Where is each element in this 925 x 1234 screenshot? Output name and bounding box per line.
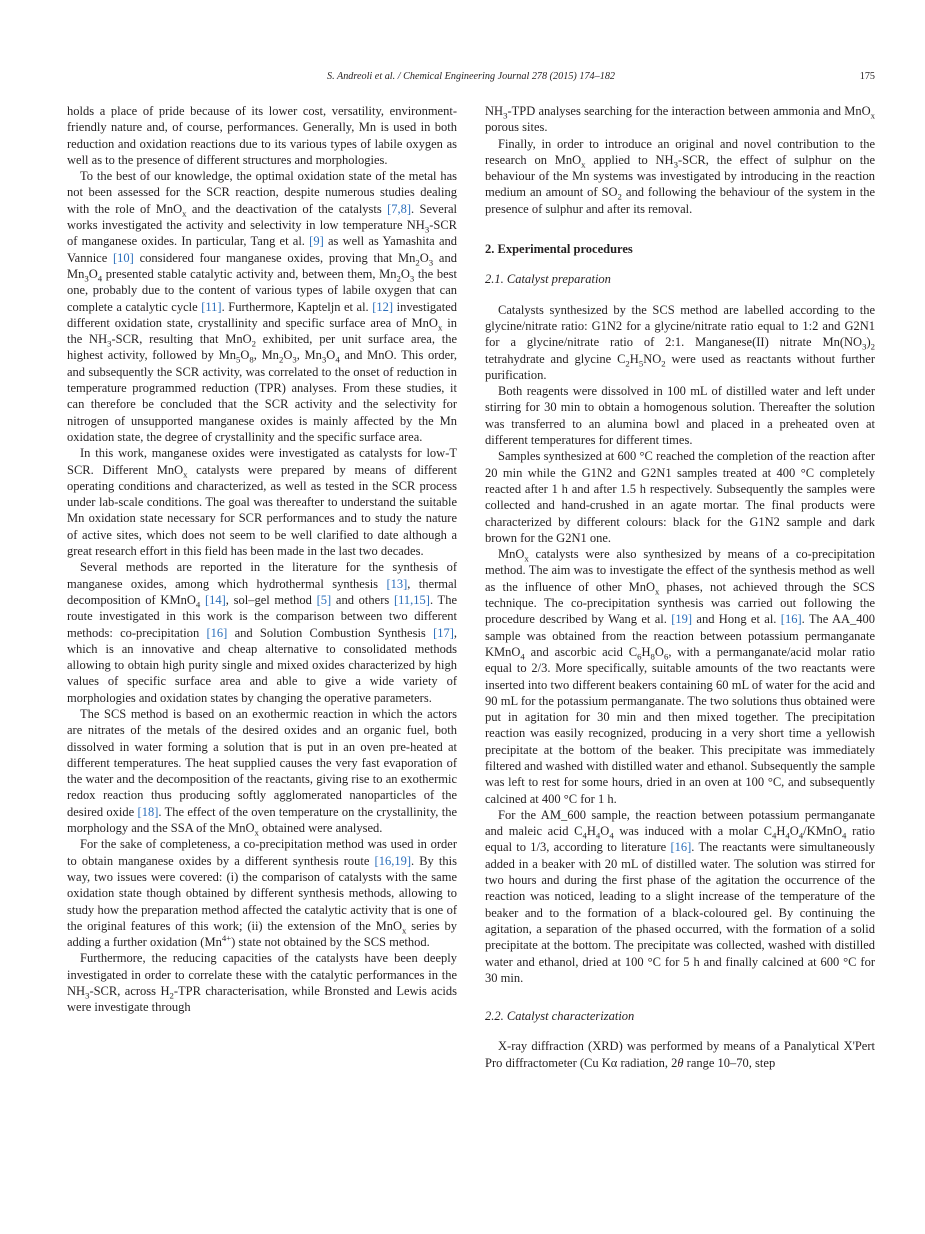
citation-link[interactable]: [16] (780, 612, 802, 627)
citation-link[interactable]: [16,19] (374, 853, 411, 868)
subsection-heading: 2.1. Catalyst preparation (485, 272, 611, 287)
paragraph: X-ray diffraction (XRD) was performed by means of a Panalytical X'Pert Pro diffractometer (Cu Kα radiation, 2θ range 10–70, step (485, 1039, 875, 1070)
citation-link[interactable]: [13] (386, 576, 408, 591)
paragraph: Several methods are reported in the literature for the synthesis of manganese oxides, among which hydrothermal synthesis [13], thermal decomposition of KMnO$_4$ [14], sol–gel method [5] and others [11,15]. The route investigated in this work is the comparison between two different methods: co-precipitation [16] and Solution Combustion Synthesis [17], which is an innovative and cheap alternative to consolidated methods allowing to obtain high purity single and mixed oxides characterized by high values of specific surface area and able to give a wide variety of morphologies and oxidation states by changing the operative parameters. (67, 560, 458, 705)
journal-citation: S. Andreoli et al. / Chemical Engineering Journal 278 (2015) 174–182 (326, 71, 616, 82)
left-column (67, 103, 457, 1016)
citation-link[interactable]: [16] (670, 840, 692, 855)
running-header (67, 71, 875, 87)
citation-link[interactable]: [14] (204, 592, 226, 607)
paragraph: Both reagents were dissolved in 100 mL of distilled water and left under stirring for 30 min to obtain a homogenous solution. Thereafter the solution was transferred to an alumina bowl and placed in a preheated oven at different temperatures for different times. (485, 384, 875, 448)
paragraph: To the best of our knowledge, the optimal oxidation state of the metal has not been assessed for the SCR reaction, despite numerous studies dealing with the role of MnO$_x$ and the deactivation of the catalysts [7,8]. Several works investigated the activity and selectivity in low temperature $NH_3$-SCR of manganese oxides. In particular, Tang et al. [9] as well as Yamashita and Vannice [10] considered four manganese oxides, proving that $Mn_2O_3$ and $Mn_3O_4$ presented stable catalytic activity and, between them, $Mn_2O_3$ the best one, probably due to the content of various types of labile oxygen that can complete a catalytic cycle [11]. Furthermore, Kapteljn et al. [12] investigated different oxidation state, crystallinity and specific surface area of MnO$_x$ in the $NH_3$-SCR, resulting that MnO$_2$ exhibited, per unit surface area, the highest activity, followed by $Mn_5O_8$, $Mn_2O_3$, $Mn_3O_4$ and MnO. This order, and subsequently the SCR activity, was correlated to the onset of reduction in temperature programmed reduction (TPR) analyses. From these studies, it can therefore be concluded that the SCR activity and the selectivity for nitrogen of unsupported manganese oxides is mainly affected by the Mn oxidation state, the degree of crystallinity and the specific surface area. (67, 169, 458, 444)
citation-link[interactable]: [9] (309, 234, 324, 249)
citation-link[interactable]: [19] (671, 612, 693, 627)
paragraph: The SCS method is based on an exothermic reaction in which the actors are nitrates of the metals of the desired oxides and an organic fuel, both dissolved in water forming a solution that is put in an oven pre-heated at different temperatures. The heat supplied causes the very fast evaporation of the water and the decomposition of the reactants, giving rise to an exothermic redox reaction thus producing softly agglomerated nanoparticles of the desired oxide [18]. The effect of the oven temperature on the crystallinity, the morphology and the SSA of the MnO$_x$ obtained were analysed. (67, 706, 457, 838)
citation-link[interactable]: [12] (372, 299, 394, 314)
section-heading: 2. Experimental procedures (485, 242, 633, 257)
right-column (485, 103, 875, 1071)
citation-link[interactable]: [17] (433, 625, 454, 640)
citation-link[interactable]: [10] (113, 250, 134, 265)
paragraph: Furthermore, the reducing capacities of the catalysts have been deeply investigated in order to correlate these with the catalytic performances in the $NH_3$-SCR, across $H_2$-TPR characterisation, while Bronsted and Lewis acids were investigate through (67, 951, 457, 1015)
paragraph: MnO$_x$ catalysts were also synthesized by means of a co-precipitation method. The aim was to investigate the effect of the synthesis method as well as the influence of other MnO$_x$ phases, not achieved through the SCS technique. The co-precipitation synthesis was carried out following the procedure described by Wang et al. [19] and Hong et al. [16]. The AA_400 sample was obtained from the reaction between potassium permanganate KMnO$_4$ and ascorbic acid $C_6H_8O_6$, with a permanganate/acid molar ratio equal to 2/3. More specifically, suitable amounts of the two reactants were inserted into two different beakers containing 60 mL of water for the acid and 90 mL for the potassium permanganate. The two solutions thus obtained were put in agitation for 30 min and then mixed together. The precipitation reaction was easily recognized, producing in a very short time a yellowish precipitate at the bottom of the beaker. This precipitate was immediately filtered and washed with distilled water and ethanol. Subsequently the sample was left to rest for some hours, dried in an oven at 100 °C, and subsequently calcined at 400 °C for 1 h. (485, 547, 875, 806)
paragraph: For the AM_600 sample, the reaction between potassium permanganate and maleic acid $C_4H_4O_4$ was induced with a molar $C_4H_4O_4/KMnO_4$ ratio equal to 1/3, according to literature [16]. The reactants were simultaneously added in a beaker with 20 mL of distilled water. The solution was stirred for two hours and during the first phase of the agitation the occurrence of the reaction was noticed, leading to a slight increase of the temperature of the beaker and to the formation of a black-coloured gel. By continuing the agitation, a separation of the phased occurred, with the formation of a solid precipitate at the bottom. The precipitate was collected, washed with distilled water and ethanol, dried at 100 °C for 5 h and finally calcined at 600 °C for 30 min. (485, 807, 875, 985)
paragraph: For the sake of completeness, a co-precipitation method was used in order to obtain manganese oxides by a different synthesis route [16,19]. By this way, two issues were covered: (i) the comparison of catalysts with the same oxidation state though obtained by different synthesis methods, allowing to study how the preparation method affected the catalytic activity that is one of the original features of this work; (ii) the extension of the MnO$_x$ series by adding a further oxidation $(Mn^{4+})$ state not obtained by the SCS method. (67, 837, 457, 950)
paragraph: In this work, manganese oxides were investigated as catalysts for low-T SCR. Different MnO$_x$ catalysts were prepared by means of different operating conditions and characterized, as well as tested in the SCR process under lab-scale conditions. The goal was thereafter to understand the suitable Mn oxidation state necessary for SCR performances and to study the nature of active sites, which does not seem to be well clarified to date although a great research effort in this field has been made in the last two decades. (67, 446, 457, 559)
citation-link[interactable]: [7,8] (387, 201, 412, 216)
paragraph: Samples synthesized at 600 °C reached the completion of the reaction after 20 min while the G1N2 and G2N1 samples treated at 400 °C completely reacted after 1 h and after 1.5 h respectively. Subsequently the samples were collected and hand-crushed in an agate mortar. The final products were characterized by different colours: black for the G1N2 sample and dark brown for the G2N1 one. (485, 449, 875, 545)
citation-link[interactable]: [16] (206, 625, 228, 640)
subsection-heading: 2.2. Catalyst characterization (485, 1009, 635, 1024)
citation-link[interactable]: [11] (201, 299, 222, 314)
paragraph: Catalysts synthesized by the SCS method are labelled according to the glycine/nitrate ratio: G1N2 for a glycine/nitrate ratio equal to 1:2 and G2N1 for a glycine/nitrate ratio of 2:1. Manganese(II) nitrate $Mn(NO_3)_2$ tetrahydrate and glycine $C_2H_5NO_2$ were used as reactants without further purification. (485, 302, 875, 382)
paragraph: Finally, in order to introduce an original and novel contribution to the research on MnO$_x$ applied to $NH_3$-SCR, the effect of sulphur on the behaviour of the Mn systems was investigated by introducing in the reaction medium an amount of $SO_2$ and following the behaviour of the system in the presence of sulphur and after its removal. (485, 136, 875, 216)
citation-link[interactable]: [5] (316, 592, 332, 607)
page-number: 175 (859, 71, 875, 82)
citation-link[interactable]: [18] (137, 804, 159, 819)
citation-link[interactable]: [11,15] (393, 592, 430, 607)
paragraph: holds a place of pride because of its lower cost, versatility, environment-friendly nature and, of course, performances. Generally, Mn is used in both reduction and oxidation reactions due to its various types of labile oxygen as well as to the presence of different structures and morphologies. (67, 104, 457, 167)
paragraph: $NH_3$-TPD analyses searching for the interaction between ammonia and MnO$_x$ porous sites. (485, 104, 875, 135)
